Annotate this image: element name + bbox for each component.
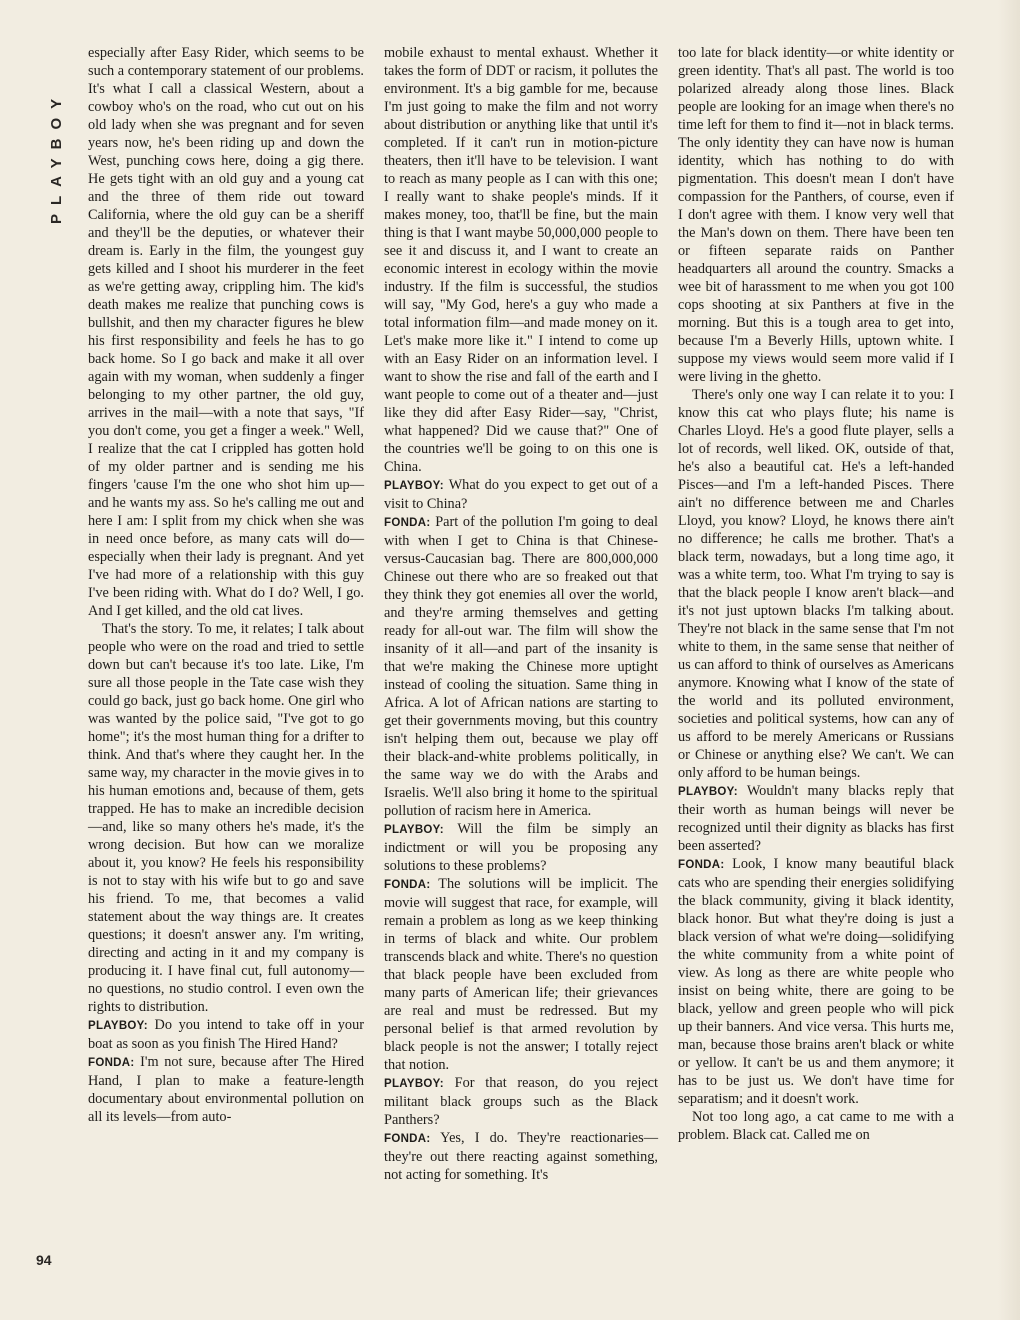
answer-text: Part of the pollution I'm going to deal with when I get to China is that Chinese-versus-Caucasian bag. There are 800,000,000 Chinese out there who are so freaked out that they think they got enemies all over the world, and they're arming themselves and getting ready for all-out war. The film will show the insanity of it all—and part of the insanity is that we're making the Chinese more uptight instead of cooling the situation. Same thing in Africa. A lot of African nations are starting to get their governments moving, but this country isn't helping them out, because we play off their black-and-white problems politically, in the same way we do with the Arabs and Israelis. We'll also bring it home to the spiritual pollution of racism here in America.: [384, 514, 658, 819]
question-text: What do you expect to get out of a visit to China?: [384, 477, 658, 512]
question-text: Do you intend to take off in your boat as soon as you finish The Hired Hand?: [88, 1017, 364, 1052]
text-column-2: [384, 44, 658, 1184]
answer-text: I'm not sure, because after The Hired Hand, I plan to make a feature-length documentary about environmental pollution on all its levels—from auto-: [88, 1054, 365, 1125]
answer-text: Look, I know many beautiful black cats who are spending their energies solidifying the black community, giving it black identity, black honor. But what they're doing is just a black version of what we're doing—solidifying the white community from a white point of view. As long as there are white people who insist on being white, there are going to be black, yellow and green people who will pick up their banners. And vice versa. This hurts me, man, because those brains aren't black or white or yellow. It can't be us and them anymore; it has to be just us. We don't have time for separatism; and it doesn't work.: [678, 856, 954, 1107]
speaker-label: FONDA:: [384, 1133, 431, 1145]
interview-answer: [384, 875, 658, 1074]
interview-question: [384, 1074, 658, 1129]
text-column-1: [88, 44, 364, 1126]
speaker-label: PLAYBOY:: [384, 1078, 444, 1090]
interview-answer: [384, 513, 658, 820]
answer-text: The solutions will be implicit. The movie will suggest that race, for example, will remain a problem as long as we keep thinking in terms of black and white. Our problem transcends black and white. There's no question that black people have been excluded from many parts of American life; their grievances are real and must be redressed. But my personal belief is that armed revolution by black people is not the answer; I totally reject that notion.: [384, 876, 658, 1073]
interview-answer: [384, 1129, 658, 1184]
paragraph: That's the story. To me, it relates; I talk about people who were on the road and tried to settle down but can't because it's too late. Like, I'm sure all those people in the Tate case wish they could go back, just go back home. One girl who was wanted by the police said, "I've got to go home"; it's the most human thing for a drifter to think. And that's where they caught her. In the same way, my character in the movie gives in to his human emotions and, because of them, gets trapped. He has to make an incredible decision—and, like so many others he's made, it's the wrong decision. But how can we moralize about it, you know? He feels his responsibility is not to stay with his wife but to go and save his friend. To me, that becomes a valid statement about the way things are. It creates questions; it doesn't answer any. I'm writing, directing and acting in it and my company is producing it. I have final cut, full autonomy—no questions, no studio control. I even own the rights to distribution.: [88, 621, 364, 1015]
speaker-label: PLAYBOY:: [384, 480, 444, 492]
answer-text: Yes, I do. They're reactionaries—they're out there reacting against something, not acting for something. It's: [384, 1130, 659, 1183]
question-text: For that reason, do you reject militant black groups such as the Black Panthers?: [384, 1075, 658, 1128]
interview-question: [678, 782, 954, 855]
paragraph: Not too long ago, a cat came to me with a problem. Black cat. Called me on: [678, 1109, 954, 1143]
speaker-label: PLAYBOY:: [88, 1020, 148, 1032]
page-edge-shadow: [998, 0, 1020, 1320]
page-number: 94: [36, 1252, 52, 1268]
speaker-label: PLAYBOY:: [384, 824, 444, 836]
interview-question: [384, 476, 658, 513]
paragraph: mobile exhaust to mental exhaust. Whether it takes the form of DDT or racism, it pollutes the environment. It's a big gamble for me, because I'm just going to make the film and not worry about distribution or anything like that until it's completed. If it can't run in motion-picture theaters, then it'll have to be television. I want to reach as many people as I can with this one; I really want to shake people's minds. If it makes money, too, that'll be fine, but the main thing is that I want maybe 50,000,000 people to see it and discuss it, and I want to create an economic interest in ecology within the movie industry. If the film is successful, the studios will say, "My God, here's a guy who made a total information film—and made money on it. Let's make more like it." I intend to come up with an Easy Rider on an information level. I want to show the rise and fall of the earth and I want people to come out of a theater and—just like they did after Easy Rider—say, "Christ, what happened? Did we cause that?" One of the countries we'll be going to on this one is China.: [384, 45, 658, 475]
paragraph: There's only one way I can relate it to you: I know this cat who plays flute; his name is Charles Lloyd. He's a good flute player, sells a lot of records, well liked. OK, outside of that, he's also a beautiful cat. He's a left-handed Pisces—and I'm a left-handed Pisces. There ain't no difference between me and Charles Lloyd, you know? Lloyd, he knows there ain't no difference; he calls me brother. That's a black term, nowadays, but a long time ago, it was a white term, too. What I'm trying to say is that the black people I know aren't black—and it's not just uptown blacks I'm talking about. They're not black in the same sense that I'm not white to them, in the same sense that neither of us can afford to think of ourselves as Americans anymore. Knowing what I know of the state of the world and its polluted environment, societies and political systems, how can any of us afford to be merely Americans or Russians or Chinese or anything else? We can't. We can only afford to be human beings.: [678, 387, 954, 781]
interview-question: [384, 820, 658, 875]
question-text: Will the film be simply an indictment or will you be proposing any solutions to these problems?: [384, 821, 658, 874]
paragraph: too late for black identity—or white identity or green identity. That's all past. The world is too polarized already along those lines. Black people are looking for an image when there's no time left for them to find it—not in black terms. The only identity they can have now is human identity, which has nothing to do with pigmentation. This doesn't mean I don't have compassion for the Panthers, of course, even if I don't agree with them. I know very well that the Man's down on them. There have been ten or fifteen separate raids on Panther headquarters all around the country. Smacks a wee bit of harassment to me when you got 100 cops shooting at six Panthers at five in the morning. But this is a tough area to get into, because I'm a Beverly Hills, uptown white. I suppose my views would seem more valid if I were living in the ghetto.: [678, 45, 954, 385]
interview-question: [88, 1016, 364, 1053]
speaker-label: PLAYBOY:: [678, 786, 738, 798]
speaker-label: FONDA:: [678, 859, 725, 871]
paragraph: especially after Easy Rider, which seems to be such a contemporary statement of our problems. It's what I call a classical Western, about a cowboy who's on the road, who cut out on his old lady when she was pregnant and for seven years now, he's been riding up and down the West, punching cows here, doing a gig there. He gets tight with an old guy and a young cat and the three of them ride out toward California, where the old guy can be a sheriff and they'll be the deputies, or whatever their dream is. Early in the film, the youngest guy gets killed and I shoot his murderer in the feet as we're getting away, crippling him. The kid's death makes me realize that punching cows is bullshit, and then my character figures he blew his first responsibility and feels he has to go back home. So I go back and make it all over again with my woman, when suddenly a finger belonging to my other partner, the old guy, arrives in the mail—with a note that says, "If you don't come, you get a finger a week." Well, I realize that the cat I crippled has gotten hold of my older partner and is sending me his fingers 'cause I'm the one who shot him up—and he wants my ass. So he's calling me out and here I am: I split from my chick when she was in need once before, as many cats will do—especially when their lady is pregnant. And yet I've had more of a relationship with this guy I've been riding with. What do I do? Well, I go. And I get killed, and the old cat lives.: [88, 45, 364, 619]
text-column-3: [678, 44, 954, 1144]
question-text: Wouldn't many blacks reply that their worth as human beings will never be recognized until their dignity as blacks has first been asserted?: [678, 783, 954, 854]
interview-answer: [88, 1053, 364, 1126]
interview-answer: [678, 855, 954, 1108]
speaker-label: FONDA:: [384, 879, 431, 891]
speaker-label: FONDA:: [88, 1057, 135, 1069]
magazine-title: PLAYBOY: [48, 89, 65, 224]
speaker-label: FONDA:: [384, 517, 431, 529]
